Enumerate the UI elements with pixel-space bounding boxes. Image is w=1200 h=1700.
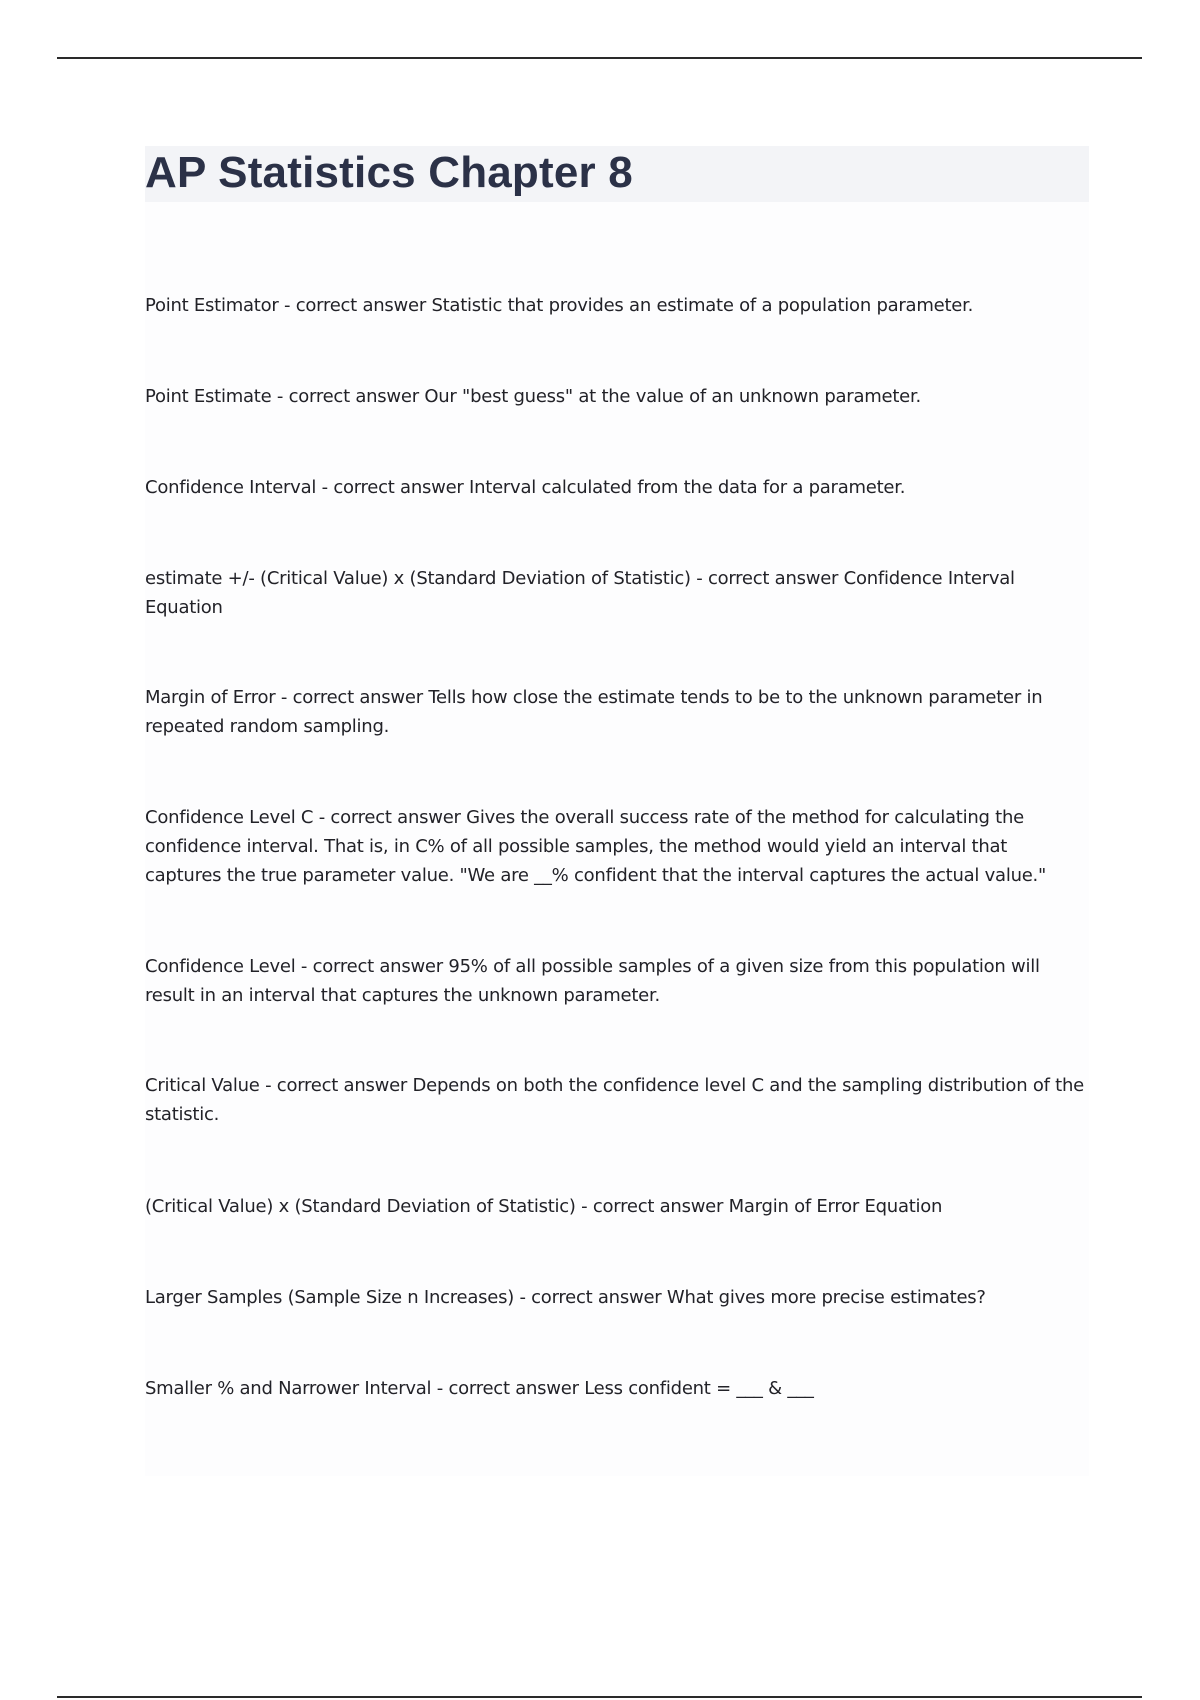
entry-term: Margin of Error bbox=[145, 687, 276, 708]
entry-answer: What gives more precise estimates? bbox=[666, 1287, 986, 1308]
flashcard-entry bbox=[145, 1374, 1085, 1403]
entry-answer: Statistic that provides an estimate of a population parameter. bbox=[431, 295, 974, 316]
document-title: AP Statistics Chapter 8 bbox=[145, 148, 633, 197]
entry-term: Point Estimate bbox=[145, 386, 272, 407]
flashcard-entry bbox=[145, 382, 1085, 411]
entry-answer: Interval calculated from the data for a parameter. bbox=[469, 477, 906, 498]
entry-answer: Our "best guess" at the value of an unknown parameter. bbox=[424, 386, 921, 407]
flashcard-entry bbox=[145, 1071, 1085, 1129]
entry-separator: - correct answer bbox=[316, 477, 470, 498]
entry-answer: 95% of all possible samples of a given size from this population will result in an interval that captures the unknown parameter. bbox=[145, 956, 1040, 1006]
entry-term: Confidence Interval bbox=[145, 477, 317, 498]
entry-answer: Confidence Interval Equation bbox=[145, 568, 1015, 618]
entry-answer: Margin of Error Equation bbox=[728, 1196, 943, 1217]
entry-separator: - correct answer bbox=[275, 687, 429, 708]
entry-separator: - correct answer bbox=[513, 1287, 667, 1308]
entry-separator: - correct answer bbox=[690, 568, 844, 589]
entry-term: Smaller % and Narrower Interval bbox=[145, 1378, 432, 1399]
entry-answer: Tells how close the estimate tends to be to the unknown parameter in repeated random sampling. bbox=[145, 687, 1043, 737]
entry-answer: Gives the overall success rate of the method for calculating the confidence interval. That is, in C% of all possible samples, the method would yield an interval that captures the true parameter value. "We are __% confident that the interval captures the actual value." bbox=[145, 807, 1047, 886]
entry-term: Point Estimator bbox=[145, 295, 279, 316]
entry-separator: - correct answer bbox=[271, 386, 425, 407]
flashcard-entry bbox=[145, 803, 1085, 890]
entry-separator: - correct answer bbox=[431, 1378, 585, 1399]
flashcard-entry bbox=[145, 291, 1085, 320]
entry-term: Critical Value bbox=[145, 1075, 260, 1096]
entry-term: Larger Samples (Sample Size n Increases) bbox=[145, 1287, 514, 1308]
entry-term: estimate +/- (Critical Value) x (Standard Deviation of Statistic) bbox=[145, 568, 691, 589]
entry-term: (Critical Value) x (Standard Deviation of Statistic) bbox=[145, 1196, 576, 1217]
entry-separator: - correct answer bbox=[575, 1196, 729, 1217]
entry-separator: - correct answer bbox=[295, 956, 449, 977]
entry-separator: - correct answer bbox=[259, 1075, 413, 1096]
flashcard-entry bbox=[145, 1283, 1085, 1312]
entry-term: Confidence Level C bbox=[145, 807, 314, 828]
bottom-page-rule bbox=[57, 1696, 1142, 1698]
entry-answer: Depends on both the confidence level C and the sampling distribution of the statistic. bbox=[145, 1075, 1084, 1125]
flashcard-entry bbox=[145, 952, 1085, 1010]
flashcard-entry bbox=[145, 683, 1085, 741]
entry-term: Confidence Level bbox=[145, 956, 296, 977]
flashcard-entry bbox=[145, 1192, 1085, 1221]
flashcard-entry bbox=[145, 473, 1085, 502]
flashcard-entry bbox=[145, 564, 1085, 622]
entry-answer: Less confident = ___ & ___ bbox=[584, 1378, 814, 1399]
entry-separator: - correct answer bbox=[278, 295, 432, 316]
entry-separator: - correct answer bbox=[313, 807, 467, 828]
top-page-rule bbox=[57, 57, 1142, 59]
